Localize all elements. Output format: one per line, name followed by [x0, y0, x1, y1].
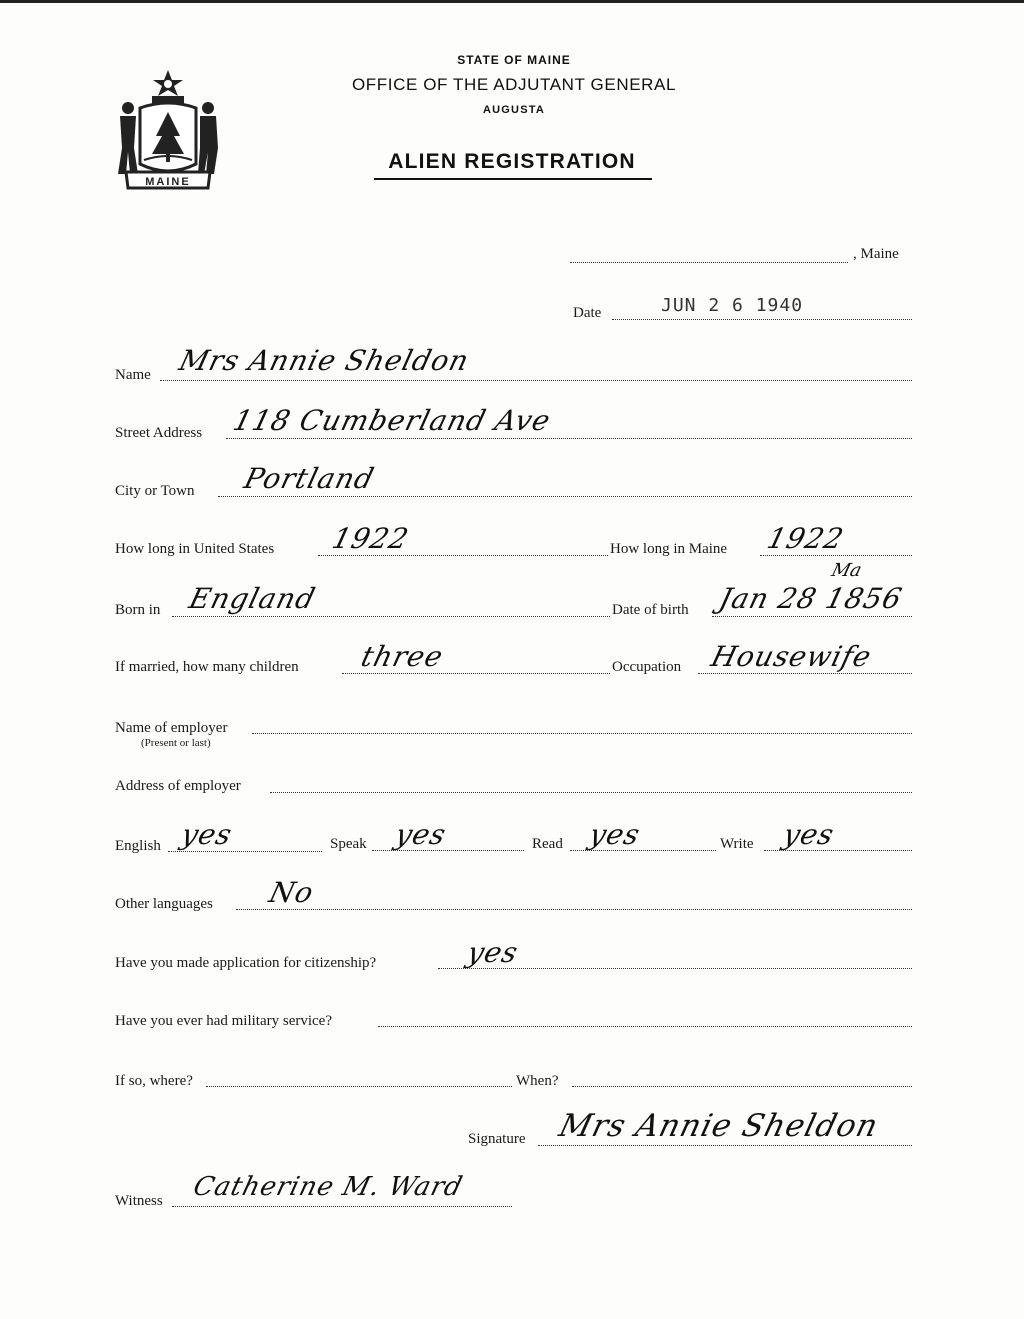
born-in-value: England	[185, 582, 320, 615]
write-label: Write	[720, 836, 754, 852]
other-languages-line	[236, 909, 912, 910]
speak-value: yes	[391, 818, 450, 851]
how-long-us-label: How long in United States	[115, 541, 275, 557]
title-underline	[374, 178, 652, 180]
children-line	[342, 673, 610, 674]
street-label: Street Address	[115, 425, 203, 441]
place-line	[570, 262, 848, 263]
where-label: If so, where?	[115, 1073, 193, 1089]
occupation-line	[698, 673, 912, 674]
occupation-value: Housewife	[707, 640, 876, 673]
born-in-line	[172, 616, 610, 617]
signature-line	[538, 1145, 912, 1146]
employer-address-label: Address of employer	[115, 778, 241, 794]
city-heading: AUGUSTA	[483, 104, 545, 116]
date-of-birth-label: Date of birth	[612, 602, 689, 618]
citizenship-label: Have you made application for citizenship?	[115, 955, 377, 971]
employer-name-label: Name of employer	[115, 720, 228, 736]
other-languages-value: No	[265, 876, 318, 909]
witness-line	[172, 1206, 512, 1207]
how-long-maine-value: 1922	[763, 522, 848, 555]
born-in-label: Born in	[115, 602, 161, 618]
maine-suffix-label: , Maine	[853, 246, 899, 262]
military-line	[378, 1026, 912, 1027]
witness-label: Witness	[115, 1193, 163, 1209]
where-line	[206, 1086, 512, 1087]
how-long-maine-line	[760, 555, 912, 556]
signature-label: Signature	[468, 1131, 526, 1147]
date-of-birth-value: Jan 28 1856	[715, 582, 906, 615]
other-languages-label: Other languages	[115, 896, 213, 912]
office-heading: OFFICE OF THE ADJUTANT GENERAL	[351, 75, 677, 94]
read-value: yes	[585, 818, 644, 851]
occupation-label: Occupation	[612, 659, 682, 675]
speak-label: Speak	[330, 836, 367, 852]
city-line	[218, 496, 912, 497]
military-label: Have you ever had military service?	[115, 1013, 332, 1029]
employer-note: (Present or last)	[141, 737, 211, 749]
form-title: ALIEN REGISTRATION	[388, 150, 636, 173]
children-label: If married, how many children	[115, 659, 299, 675]
street-line	[226, 438, 912, 439]
date-stamp: JUN 2 6 1940	[661, 295, 804, 316]
city-value: Portland	[240, 462, 378, 495]
employer-address-line	[270, 792, 912, 793]
employer-name-line	[252, 733, 912, 734]
write-value: yes	[779, 818, 838, 851]
how-long-maine-label: How long in Maine	[610, 541, 728, 557]
signature-value: Mrs Annie Sheldon	[555, 1108, 883, 1144]
name-label: Name	[115, 367, 151, 383]
when-line	[572, 1086, 912, 1087]
seal-banner-text: MAINE	[145, 176, 191, 188]
how-long-maine-mark: Ma	[829, 560, 864, 581]
citizenship-value: yes	[463, 936, 522, 969]
date-label: Date	[573, 305, 602, 321]
street-value: 118 Cumberland Ave	[229, 404, 555, 437]
date-of-birth-line	[712, 616, 912, 617]
when-label: When?	[516, 1073, 559, 1089]
children-value: three	[357, 640, 447, 673]
english-line	[168, 851, 322, 852]
name-value: Mrs Annie Sheldon	[175, 344, 473, 377]
page-border	[0, 0, 1024, 3]
how-long-us-line	[318, 555, 608, 556]
witness-value: Catherine M. Ward	[190, 1172, 467, 1202]
read-label: Read	[532, 836, 563, 852]
date-line	[612, 319, 912, 320]
english-label: English	[115, 838, 161, 854]
name-line	[160, 380, 912, 381]
how-long-us-value: 1922	[328, 522, 413, 555]
english-value: yes	[177, 818, 236, 851]
city-label: City or Town	[115, 483, 195, 499]
state-heading: STATE OF MAINE	[457, 53, 571, 67]
